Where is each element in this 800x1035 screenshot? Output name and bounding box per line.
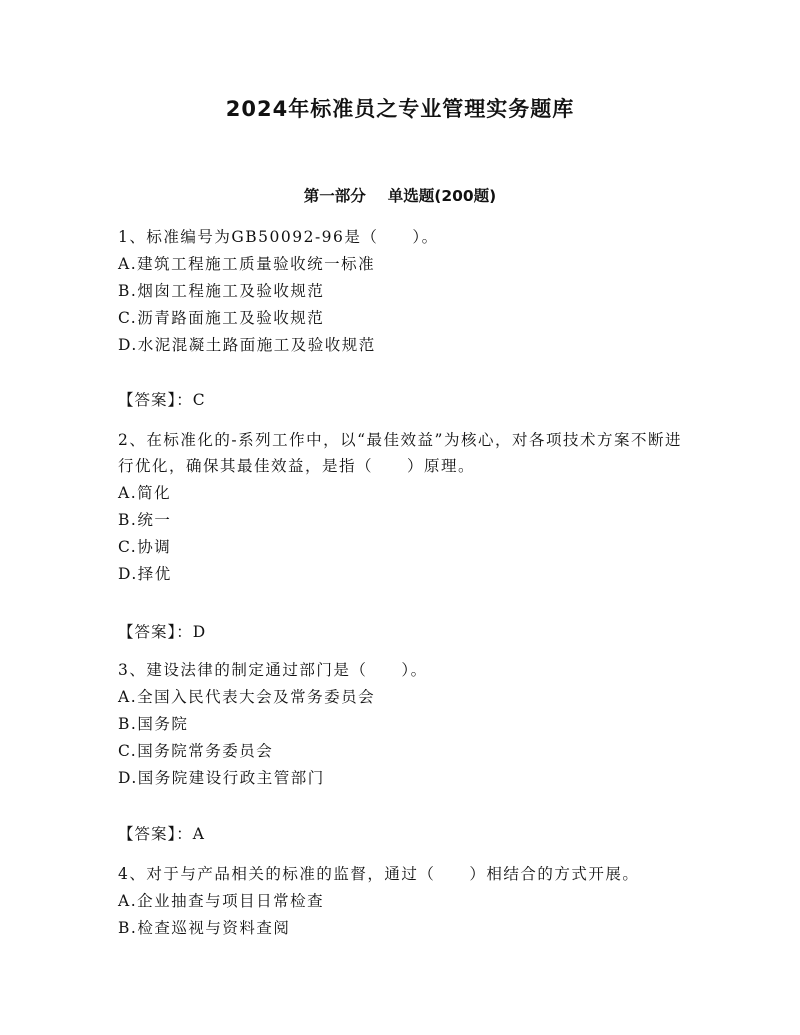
option-d: D.水泥混凝土路面施工及验收规范 [118, 336, 376, 354]
question-2 [118, 427, 688, 588]
option-c: C.协调 [118, 538, 172, 556]
option-b: B.烟囱工程施工及验收规范 [118, 282, 325, 300]
answer-1: 【答案】：C [118, 391, 206, 409]
question-3 [118, 657, 688, 792]
section-heading [0, 184, 800, 206]
option-b: B.国务院 [118, 715, 189, 733]
option-a: A.简化 [118, 484, 172, 502]
question-4 [118, 861, 688, 942]
option-b: B.统一 [118, 511, 172, 529]
section-part: 第一部分 [303, 187, 366, 205]
question-stem: 3、建设法律的制定通过部门是（ ）。 [118, 661, 428, 679]
section-name: 单选题(200题) [387, 187, 497, 205]
option-a: A.企业抽查与项目日常检查 [118, 892, 325, 910]
option-c: C.国务院常务委员会 [118, 742, 274, 760]
option-a: A.建筑工程施工质量验收统一标准 [118, 255, 376, 273]
option-b: B.检查巡视与资料查阅 [118, 919, 291, 937]
answer-3: 【答案】：A [118, 825, 205, 843]
question-stem: 2、在标准化的-系列工作中，以“最佳效益”为核心，对各项技术方案不断进行优化，确保其最佳效益，是指（ ）原理。 [118, 431, 682, 475]
option-d: D.国务院建设行政主管部门 [118, 769, 325, 787]
question-1 [118, 224, 688, 359]
option-a: A.全国入民代表大会及常务委员会 [118, 688, 376, 706]
option-c: C.沥青路面施工及验收规范 [118, 309, 325, 327]
question-stem: 1、标准编号为GB50092-96是（ ）。 [118, 228, 439, 246]
question-stem: 4、对于与产品相关的标准的监督，通过（ ）相结合的方式开展。 [118, 865, 640, 883]
answer-2: 【答案】：D [118, 623, 207, 641]
option-d: D.择优 [118, 565, 172, 583]
document-title: 2024年标准员之专业管理实务题库 [225, 97, 575, 121]
